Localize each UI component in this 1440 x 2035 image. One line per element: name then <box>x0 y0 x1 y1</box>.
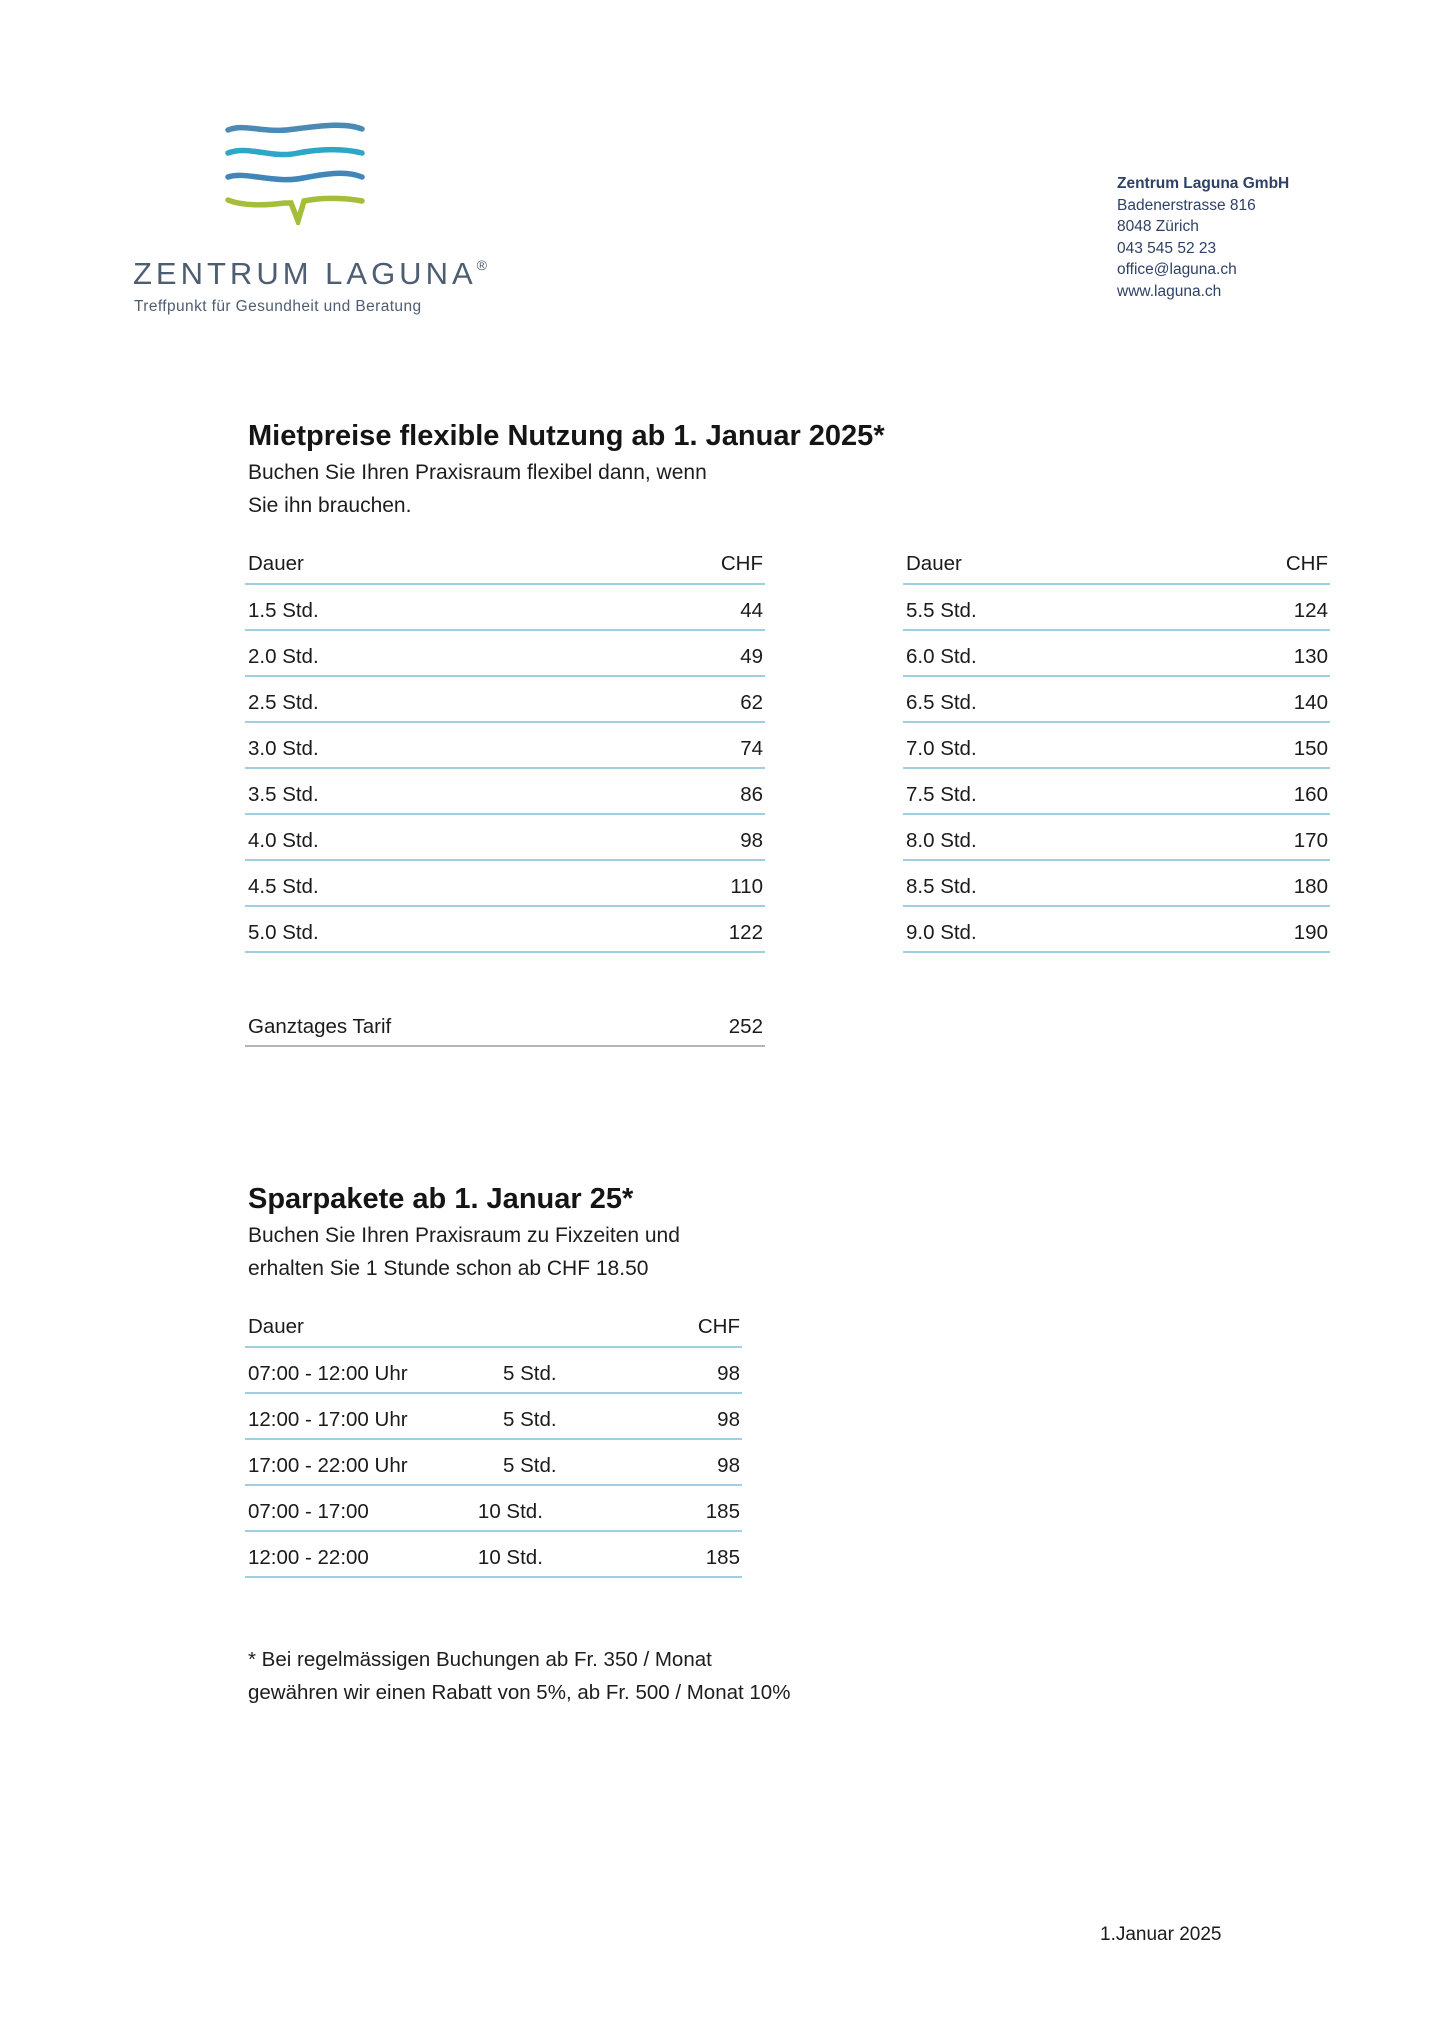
ganztages-table <box>245 1001 765 1047</box>
std-cell: 10 Std. <box>477 1546 543 1569</box>
dauer-cell: 6.0 Std. <box>906 645 977 668</box>
chf-cell: 98 <box>717 1362 740 1385</box>
registered-mark: ® <box>476 257 487 273</box>
chf-header: CHF <box>1285 552 1328 575</box>
chf-cell: 98 <box>740 829 763 852</box>
contact-street: Badenerstrasse 816 <box>1117 196 1256 214</box>
chf-cell: 124 <box>1293 599 1328 622</box>
std-cell: 5 Std. <box>502 1408 557 1431</box>
table-row <box>903 815 1330 861</box>
contact-block <box>1117 173 1289 302</box>
table-row <box>903 769 1330 815</box>
chf-cell: 150 <box>1293 737 1328 760</box>
chf-cell: 122 <box>728 921 763 944</box>
dauer-cell: 7.5 Std. <box>906 783 977 806</box>
chf-cell: 160 <box>1293 783 1328 806</box>
table-header-row <box>245 1308 742 1348</box>
flexible-table-left <box>245 545 765 953</box>
chf-cell: 252 <box>728 1015 763 1038</box>
chf-cell: 44 <box>740 599 763 622</box>
table-row <box>245 723 765 769</box>
dauer-cell: 2.5 Std. <box>248 691 319 714</box>
table-row <box>245 631 765 677</box>
table-row <box>245 1440 742 1486</box>
chf-cell: 190 <box>1293 921 1328 944</box>
sparpakete-section-title: Sparpakete ab 1. Januar 25* <box>248 1183 634 1215</box>
table-row <box>245 769 765 815</box>
chf-cell: 62 <box>740 691 763 714</box>
zeit-cell: 12:00 - 17:00 Uhr <box>248 1408 408 1431</box>
table-row <box>245 907 765 953</box>
contact-website: www.laguna.ch <box>1117 282 1222 300</box>
table-header-row <box>903 545 1330 585</box>
table-header-row <box>245 545 765 585</box>
footer-date: 1.Januar 2025 <box>1100 1924 1222 1945</box>
chf-cell: 98 <box>717 1408 740 1431</box>
zeit-cell: 12:00 - 22:00 <box>248 1546 369 1569</box>
dauer-cell: 9.0 Std. <box>906 921 977 944</box>
chf-cell: 74 <box>740 737 763 760</box>
sparpakete-subtitle-line2: erhalten Sie 1 Stunde schon ab CHF 18.50 <box>248 1257 649 1280</box>
chf-header: CHF <box>720 552 763 575</box>
dauer-cell: Ganztages Tarif <box>248 1015 392 1038</box>
dauer-cell: 5.5 Std. <box>906 599 977 622</box>
chf-cell: 140 <box>1293 691 1328 714</box>
chf-cell: 49 <box>740 645 763 668</box>
std-cell: 5 Std. <box>502 1454 557 1477</box>
dauer-cell: 4.0 Std. <box>248 829 319 852</box>
dauer-cell: 3.5 Std. <box>248 783 319 806</box>
table-row <box>245 1348 742 1394</box>
sparpakete-section-subtitle <box>248 1219 680 1285</box>
flexible-subtitle-line2: Sie ihn brauchen. <box>248 494 412 517</box>
table-row <box>245 815 765 861</box>
chf-cell: 185 <box>705 1546 740 1569</box>
flexible-section-title: Mietpreise flexible Nutzung ab 1. Januar 2025* <box>248 420 885 452</box>
chf-cell: 110 <box>730 875 763 898</box>
footnote-line2: gewähren wir einen Rabatt von 5%, ab Fr. 500 / Monat 10% <box>248 1681 791 1704</box>
table-row <box>903 677 1330 723</box>
chf-cell: 86 <box>740 783 763 806</box>
table-row <box>245 861 765 907</box>
table-row <box>903 907 1330 953</box>
dauer-cell: 8.0 Std. <box>906 829 977 852</box>
table-row <box>245 1486 742 1532</box>
table-row <box>903 723 1330 769</box>
dauer-cell: 2.0 Std. <box>248 645 319 668</box>
std-cell: 10 Std. <box>477 1500 543 1523</box>
chf-cell: 180 <box>1293 875 1328 898</box>
sparpakete-table <box>245 1308 742 1578</box>
zeit-cell: 07:00 - 12:00 Uhr <box>248 1362 408 1385</box>
dauer-header: Dauer <box>906 552 962 575</box>
dauer-header: Dauer <box>248 552 304 575</box>
zeit-cell: 17:00 - 22:00 Uhr <box>248 1454 408 1477</box>
dauer-cell: 7.0 Std. <box>906 737 977 760</box>
chf-cell: 130 <box>1293 645 1328 668</box>
chf-header: CHF <box>697 1315 740 1338</box>
dauer-cell: 3.0 Std. <box>248 737 319 760</box>
std-cell: 5 Std. <box>502 1362 557 1385</box>
table-row <box>245 677 765 723</box>
table-row <box>903 631 1330 677</box>
flexible-section-subtitle <box>248 456 707 522</box>
dauer-header: Dauer <box>248 1315 304 1338</box>
chf-cell: 98 <box>717 1454 740 1477</box>
zeit-cell: 07:00 - 17:00 <box>248 1500 369 1523</box>
table-row <box>903 861 1330 907</box>
dauer-cell: 6.5 Std. <box>906 691 977 714</box>
contact-email: office@laguna.ch <box>1117 261 1237 278</box>
flexible-table-right <box>903 545 1330 953</box>
table-row <box>903 585 1330 631</box>
dauer-cell: 1.5 Std. <box>248 599 319 622</box>
table-row <box>245 1532 742 1578</box>
table-row <box>245 585 765 631</box>
chf-cell: 185 <box>705 1500 740 1523</box>
dauer-cell: 8.5 Std. <box>906 875 977 898</box>
chf-cell: 170 <box>1293 829 1328 852</box>
table-row <box>245 1394 742 1440</box>
contact-phone: 043 545 52 23 <box>1117 239 1217 257</box>
ganztages-row <box>245 1001 765 1047</box>
contact-company: Zentrum Laguna GmbH <box>1117 175 1290 192</box>
discount-footnote <box>248 1643 790 1709</box>
sparpakete-subtitle-line1: Buchen Sie Ihren Praxisraum zu Fixzeiten und <box>248 1224 680 1247</box>
brand-wordmark: ZENTRUM LAGUNA® <box>133 256 487 291</box>
contact-city: 8048 Zürich <box>1117 218 1199 235</box>
dauer-cell: 5.0 Std. <box>248 921 319 944</box>
laguna-waves-logo-icon <box>225 120 365 225</box>
flexible-subtitle-line1: Buchen Sie Ihren Praxisraum flexibel dann, wenn <box>248 461 707 484</box>
brand-tagline: Treffpunkt für Gesundheit und Beratung <box>134 298 422 315</box>
footnote-line1: * Bei regelmässigen Buchungen ab Fr. 350 / Monat <box>248 1648 712 1671</box>
dauer-cell: 4.5 Std. <box>248 875 319 898</box>
